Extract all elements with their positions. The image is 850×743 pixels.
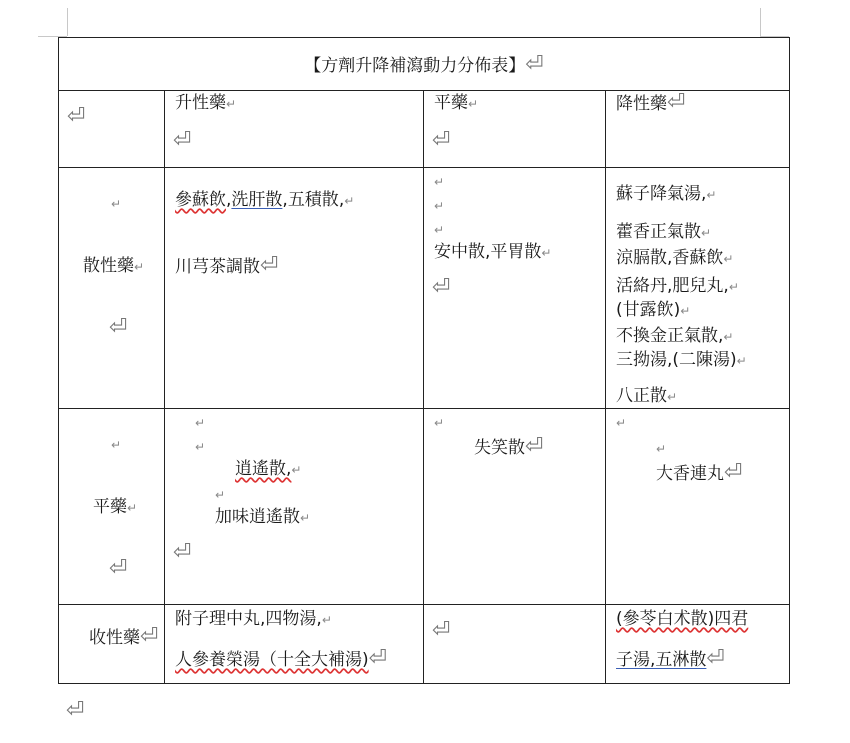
header-flat-cell[interactable] (424, 91, 606, 168)
paragraph-mark: ⏎ (109, 315, 128, 340)
row-label-cell-shou[interactable] (59, 605, 165, 684)
formula-item: 平胃散 (490, 242, 542, 262)
paragraph-mark: ⏎ (260, 253, 279, 278)
paragraph-mark: ↵ (736, 354, 747, 368)
paragraph-mark: ↵ (680, 304, 691, 318)
paragraph-mark: ↵ (127, 501, 138, 515)
formula-item: 洗肝散 (231, 190, 283, 210)
paragraph-mark: ↵ (215, 488, 226, 502)
paragraph-mark: ↵ (541, 246, 552, 260)
paragraph-mark: ⏎ (66, 698, 85, 723)
paragraph-mark: ⏎ (67, 104, 86, 129)
formula-item: 大香連丸 (656, 464, 724, 484)
margin-guide (760, 8, 761, 36)
san-flat-cell[interactable]: ↵ ↵ ↵ 安中散,平胃散↵ ⏎ (424, 168, 606, 409)
row-label-ping: 平藥 (93, 497, 127, 517)
paragraph-mark: ⏎ (432, 618, 451, 643)
paragraph-mark: ↵ (468, 97, 479, 111)
paragraph-mark: ⏎ (140, 624, 159, 649)
paragraph-mark: ↵ (706, 188, 717, 202)
paragraph-mark: ⏎ (432, 128, 451, 153)
paragraph-mark: ⏎ (173, 540, 192, 565)
paragraph-mark: ↵ (434, 175, 445, 189)
ping-rise-cell[interactable] (165, 409, 424, 605)
formula-item: 子湯,五淋散 (616, 650, 707, 670)
paragraph-mark: ↵ (616, 416, 627, 430)
formula-item: 安中散 (434, 242, 485, 262)
paragraph-mark: ↵ (300, 511, 311, 525)
paragraph-mark: ⏎ (432, 275, 451, 300)
formula-item: 五積散 (287, 190, 339, 210)
san-fall-cell[interactable] (606, 168, 790, 409)
header-rise: 升性藥 (175, 93, 226, 113)
paragraph-mark: ↵ (728, 280, 739, 294)
paragraph-mark: ↵ (321, 613, 332, 627)
ping-flat-cell[interactable] (424, 409, 606, 605)
paragraph-mark: ⏎ (667, 90, 686, 115)
paragraph-mark: ⏎ (368, 646, 388, 671)
row-label-shou: 收性藥 (89, 628, 140, 648)
header-fall-cell[interactable] (606, 91, 790, 168)
formula-item: 失笑散 (474, 438, 525, 458)
paragraph-mark: ⏎ (706, 646, 725, 671)
paragraph-mark: ↵ (701, 226, 712, 240)
paragraph-mark: ↵ (656, 442, 667, 456)
formula-item: 藿香正氣散 (616, 222, 701, 242)
paragraph-mark: ↵ (111, 197, 122, 211)
formula-item: (參苓白术散)四君 (616, 609, 749, 629)
formula-item: 蘇子降氣湯, (616, 184, 707, 204)
formula-item: 川芎茶調散 (175, 257, 260, 277)
row-label-san: 散性藥 (83, 256, 134, 276)
formula-table (58, 37, 790, 684)
paragraph-mark: ↵ (667, 390, 678, 404)
paragraph-mark: ↵ (434, 223, 445, 237)
formula-item: 加味逍遙散 (215, 507, 300, 527)
paragraph-mark: ↵ (291, 463, 302, 477)
paragraph-mark: ↵ (344, 194, 355, 208)
paragraph-mark: ⏎ (724, 460, 743, 485)
row-label-cell-san[interactable] (59, 168, 165, 409)
paragraph-mark: ⏎ (173, 128, 192, 153)
margin-guide (67, 8, 68, 36)
shou-fall-cell[interactable] (606, 605, 790, 684)
paragraph-mark: ⏎ (525, 52, 544, 77)
table-title: 【方劑升降補瀉動力分佈表】 (304, 56, 526, 76)
table-title-cell[interactable] (59, 38, 790, 91)
paragraph-mark: ↵ (434, 199, 445, 213)
paragraph-mark: ↵ (723, 330, 734, 344)
paragraph-mark: ⏎ (109, 556, 128, 581)
paragraph-mark: ↵ (723, 252, 734, 266)
formula-item: 人參養榮湯（十全大補湯) (175, 650, 369, 670)
shou-rise-cell[interactable] (165, 605, 424, 684)
formula-item: 不換金正氣散, (616, 326, 724, 346)
san-rise-cell[interactable]: 參蘇飲,洗肝散,五積散,↵ 川芎茶調散⏎ (165, 168, 424, 409)
formula-item: 八正散 (616, 386, 667, 406)
row-label-cell-ping[interactable] (59, 409, 165, 605)
formula-item: 活絡丹,肥兒丸, (616, 276, 729, 296)
formula-item: 三拗湯,(二陳湯) (616, 350, 737, 370)
paragraph-mark: ↵ (111, 438, 122, 452)
formula-item: 參蘇飲 (175, 190, 226, 210)
formula-item: 涼膈散,香蘇飲 (616, 248, 724, 268)
shou-flat-cell[interactable] (424, 605, 606, 684)
formula-item: (甘露飲) (616, 300, 681, 320)
header-rise-cell[interactable] (165, 91, 424, 168)
formula-item: 附子理中丸,四物湯, (175, 609, 322, 629)
paragraph-mark: ↵ (226, 97, 237, 111)
paragraph-mark: ↵ (195, 416, 206, 430)
header-flat: 平藥 (434, 93, 468, 113)
paragraph-mark: ⏎ (525, 434, 544, 459)
formula-item: 逍遙散, (235, 459, 292, 479)
paragraph-mark: ↵ (134, 260, 145, 274)
ping-fall-cell[interactable] (606, 409, 790, 605)
header-fall: 降性藥 (616, 94, 667, 114)
header-corner-cell[interactable] (59, 91, 165, 168)
paragraph-mark: ↵ (434, 416, 445, 430)
paragraph-mark: ↵ (195, 440, 206, 454)
